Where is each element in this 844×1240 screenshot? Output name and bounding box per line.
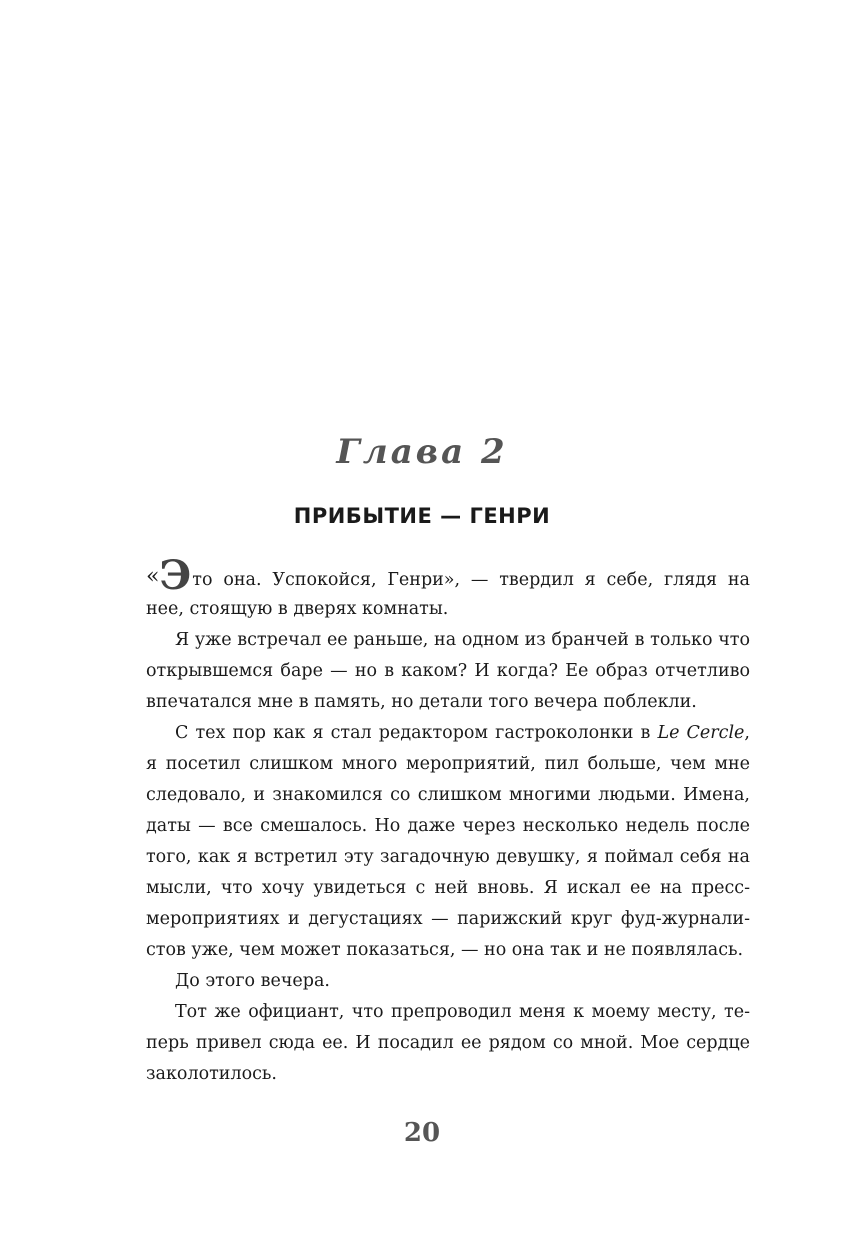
paragraph-2-line-3: впечатался мне в память, но детали того вечера поблекли.	[146, 692, 697, 712]
paragraph-3-line-1-post: ,	[744, 723, 750, 743]
body-text	[146, 552, 750, 1090]
open-quote: «	[146, 564, 160, 589]
paragraph-3-line-7: мероприятиях и дегустациях — парижский круг фуд-журнали-	[146, 909, 750, 929]
paragraph-3-line-8: стов уже, чем может показаться, — но она так и не появлялась.	[146, 940, 744, 960]
paragraph-1-line-1	[146, 552, 750, 599]
paragraph-3-line-4: даты — все смешалось. Но даже через несколько недель после	[146, 816, 750, 836]
paragraph-3-line-2: я посетил слишком много мероприятий, пил больше, чем мне	[146, 754, 750, 774]
page-number: 20	[403, 1118, 441, 1148]
publication-name: Le Cercle	[657, 723, 745, 743]
paragraph-5-line-3: заколотилось.	[146, 1064, 277, 1084]
paragraph-3-line-3: следовало, и знакомился со слишком многими людьми. Имена,	[146, 785, 750, 805]
paragraph-2-line-2: открывшемся баре — но в каком? И когда? Ее образ отчетливо	[146, 661, 750, 681]
chapter-label: Глава 2	[336, 432, 508, 472]
paragraph-3-line-1	[146, 718, 750, 749]
paragraph-1-line-2: нее, стоящую в дверях комнаты.	[146, 599, 449, 619]
drop-cap: Э	[159, 552, 192, 599]
paragraph-2-line-1: Я уже встречал ее раньше, на одном из бранчей в только что	[175, 630, 750, 650]
paragraph-4-line-1: До этого вечера.	[175, 971, 330, 991]
paragraph-5-line-2: перь привел сюда ее. И посадил ее рядом со мной. Мое сердце	[146, 1033, 750, 1053]
paragraph-3-line-1-pre: С тех пор как я стал редактором гастроколонки в	[175, 723, 658, 743]
paragraph-3-line-6: мысли, что хочу увидеться с ней вновь. Я искал ее на пресс-	[146, 878, 750, 898]
paragraph-1-line-1-text: то она. Успокойся, Генри», — твердил я себе, глядя на	[192, 570, 750, 590]
paragraph-5-line-1: Тот же официант, что препроводил меня к моему месту, те-	[175, 1002, 750, 1022]
chapter-title: ПРИБЫТИЕ — ГЕНРИ	[293, 504, 551, 528]
paragraph-3-line-5: того, как я встретил эту загадочную девушку, я поймал себя на	[146, 847, 750, 867]
